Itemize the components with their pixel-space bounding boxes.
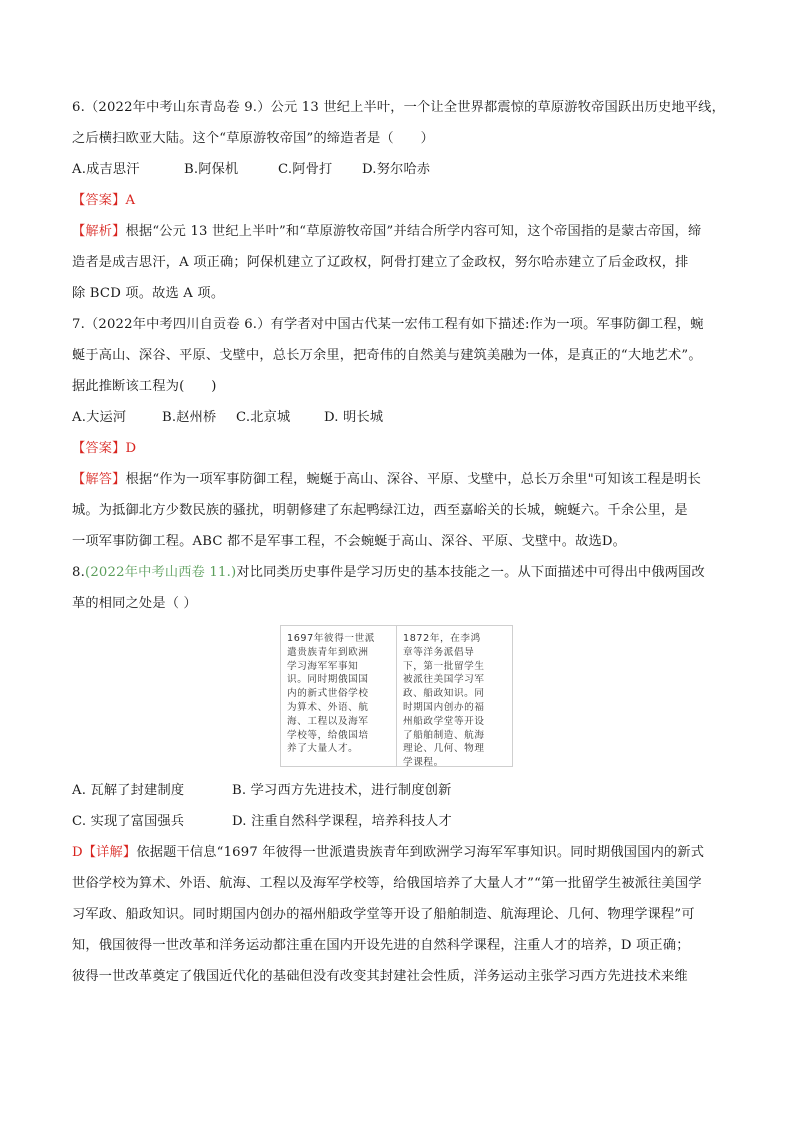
figure-left-cell bbox=[281, 626, 396, 766]
q7-option-b: B.赵州桥 bbox=[162, 410, 217, 425]
q7-option-d: D. 明长城 bbox=[324, 410, 384, 425]
q6-options bbox=[72, 160, 722, 180]
figure-right-line: 下，第一批留学生 bbox=[403, 660, 485, 672]
q8-stem-line1 bbox=[72, 563, 722, 583]
q8-stem-rest: 对比同类历史事件是学习历史的基本技能之一。从下面描述中可得出中俄两国改 bbox=[236, 565, 705, 580]
q7-options bbox=[72, 408, 722, 428]
q7-analysis-line3: 一项军事防御工程。ABC 都不是军事工程，不会蜿蜒于高山、深谷、平原、戈壁中。故选D。 bbox=[72, 534, 627, 549]
q8-option-c: C. 实现了富国强兵 bbox=[72, 814, 185, 829]
q8-options-row1 bbox=[72, 781, 722, 801]
q6-option-b: B.阿保机 bbox=[184, 162, 239, 177]
q7-answer: 【答案】D bbox=[72, 441, 137, 456]
figure-left-line: 为算术、外语、航 bbox=[287, 701, 369, 713]
figure-right-line: 理论、几何、物理 bbox=[403, 743, 485, 755]
figure-left-line: 内的新式世俗学校 bbox=[287, 688, 369, 700]
document-page bbox=[72, 98, 725, 998]
figure-right-line: 被派往美国学习军 bbox=[403, 674, 485, 686]
q7-stem-line1: 7.（2022年中考四川自贡卷 6.）有学者对中国古代某一宏伟工程有如下描述:作为一项。军事防御工程，蜿 bbox=[72, 317, 704, 332]
q7-stem-line2: 蜒于高山、深谷、平原、戈壁中，总长万余里，把奇伟的自然美与建筑美融为一体，是真正的“大地艺术”。 bbox=[72, 348, 702, 363]
q8-stem-line2: 革的相同之处是（ ） bbox=[72, 596, 197, 611]
q8-detail-line4: 知，俄国彼得一世改革和洋务运动都注重在国内开设先进的自然科学课程，注重人才的培养，D 项正确； bbox=[72, 938, 690, 953]
figure-right-line: 了船舶制造、航海 bbox=[403, 729, 485, 741]
q8-options-row2 bbox=[72, 812, 722, 832]
q7-option-a: A.大运河 bbox=[72, 410, 127, 425]
figure-left-line: 养了大量人才。 bbox=[287, 743, 359, 755]
q6-analysis-line3: 除 BCD 项。故选 A 项。 bbox=[72, 286, 225, 301]
q6-option-a: A.成吉思汗 bbox=[72, 162, 140, 177]
q7-analysis-label: 【解答】 bbox=[72, 472, 126, 487]
figure-right-line: 时期国内创办的福 bbox=[403, 701, 485, 713]
q6-stem-line2: 之后横扫欧亚大陆。这个“草原游牧帝国”的缔造者是（ ） bbox=[72, 131, 434, 146]
q7-analysis-line1 bbox=[72, 470, 722, 490]
q7-analysis-text1: 根据“作为一项军事防御工程，蜿蜒于高山、深谷、平原、戈壁中，总长万余里"可知该工程是明长 bbox=[125, 472, 702, 487]
q7-stem-line3: 据此推断该工程为( ) bbox=[72, 379, 217, 394]
q8-source: (2022年中考山西卷 11.) bbox=[84, 565, 237, 580]
q6-analysis-line2: 造者是成吉思汗，A 项正确；阿保机建立了辽政权，阿骨打建立了金政权，努尔哈赤建立了后金政权，排 bbox=[72, 255, 689, 270]
figure-left-line: 识。同时期俄国国 bbox=[287, 674, 369, 686]
q6-analysis-label: 【解析】 bbox=[72, 224, 126, 239]
q8-comparison-figure bbox=[280, 625, 513, 767]
q8-number: 8. bbox=[72, 565, 85, 580]
q6-option-c: C.阿骨打 bbox=[278, 162, 333, 177]
q8-option-d: D. 注重自然科学课程，培养科技人才 bbox=[232, 814, 452, 829]
q8-detail-line5: 彼得一世改革奠定了俄国近代化的基础但没有改变其封建社会性质，洋务运动主张学习西方先进技术来维 bbox=[72, 969, 688, 984]
q8-option-b: B. 学习西方先进技术，进行制度创新 bbox=[232, 783, 452, 798]
q6-answer: 【答案】A bbox=[72, 193, 136, 208]
figure-right-line: 章等洋务派倡导 bbox=[403, 646, 475, 658]
figure-left-line: 学习海军军事知 bbox=[287, 660, 359, 672]
figure-right-line: 1872年，在李鸿 bbox=[403, 633, 481, 644]
q7-analysis-line2: 城。为抵御北方少数民族的骚扰，明朝修建了东起鸭绿江边，西至嘉峪关的长城，蜿蜒六。千余公里，是 bbox=[72, 503, 688, 518]
q6-analysis-text1: 根据“公元 13 世纪上半叶”和“草原游牧帝国”并结合所学内容可知，这个帝国指的是蒙古帝国，缔 bbox=[125, 224, 702, 239]
q6-option-d: D.努尔哈赤 bbox=[362, 162, 431, 177]
figure-left-line: 遣贵族青年到欧洲 bbox=[287, 646, 369, 658]
figure-left-line: 海、工程以及海军 bbox=[287, 715, 369, 727]
figure-right-line: 政、船政知识。同 bbox=[403, 688, 485, 700]
figure-right-cell bbox=[396, 626, 512, 769]
q7-option-c: C.北京城 bbox=[236, 410, 291, 425]
q8-option-a: A. 瓦解了封建制度 bbox=[72, 783, 185, 798]
figure-right-line: 学课程。 bbox=[403, 757, 444, 769]
q8-detail-text1: 依据题干信息“1697 年彼得一世派遣贵族青年到欧洲学习海军军事知识。同时期俄国国内的新式 bbox=[136, 845, 705, 860]
q8-detail-line2: 世俗学校为算术、外语、航海、工程以及海军学校等，给俄国培养了大量人才”“第一批留学生被派往美国学 bbox=[72, 876, 702, 891]
q8-detail-label: D【详解】 bbox=[72, 845, 137, 860]
q8-detail-line1 bbox=[72, 843, 722, 863]
figure-left-line: 1697年彼得一世派 bbox=[287, 633, 375, 644]
q6-stem-line1: 6.（2022年中考山东青岛卷 9.）公元 13 世纪上半叶，一个让全世界都震惊的草原游牧帝国跃出历史地平线， bbox=[72, 100, 725, 115]
q6-analysis-line1 bbox=[72, 222, 722, 242]
q8-detail-line3: 习军政、船政知识。同时期国内创办的福州船政学堂等开设了船舶制造、航海理论、几何、物理学课程”可 bbox=[72, 907, 695, 922]
figure-right-line: 州船政学堂等开设 bbox=[403, 715, 485, 727]
figure-left-line: 学校等，给俄国培 bbox=[287, 729, 369, 741]
